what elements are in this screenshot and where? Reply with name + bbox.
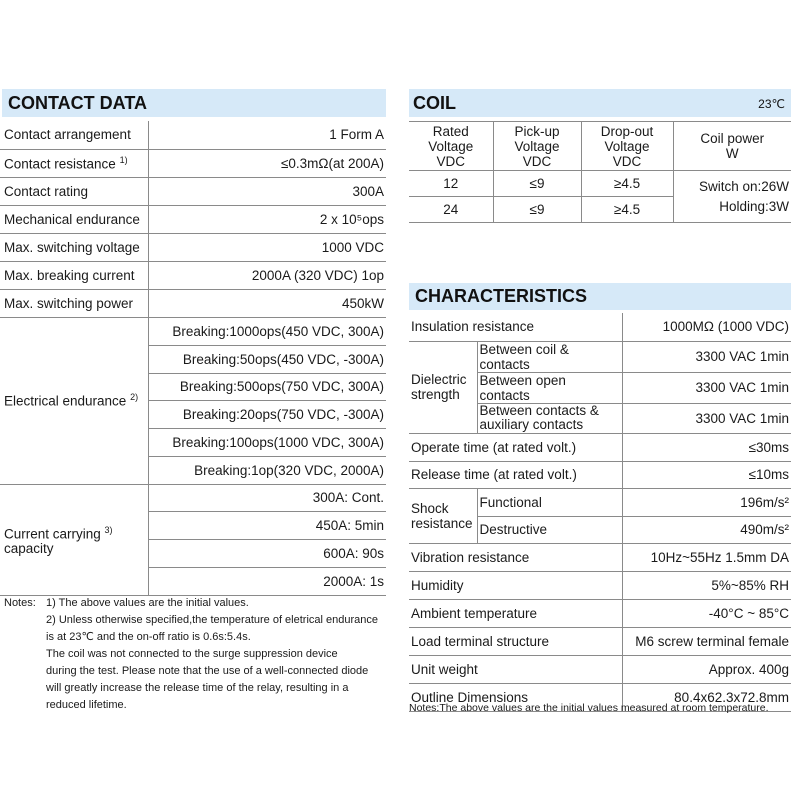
row-value: -40°C ~ 85°C [622,599,791,627]
row-label: Load terminal structure [409,627,622,655]
row-value: 1 Form A [148,121,386,149]
row-sublabel: Between contacts & auxiliary contacts [477,403,622,433]
table-row [409,122,791,171]
row-label: Humidity [409,571,622,599]
characteristics-table [409,313,791,712]
row-sublabel: Functional [477,488,622,516]
table-row [409,461,791,488]
row-label: Outline Dimensions [409,683,622,711]
contact-data-title: CONTACT DATA [8,93,147,113]
table-row [409,543,791,571]
row-value: Breaking:20ops(750 VDC, -300A) [148,400,386,428]
note-line: during the test. Please note that the use of a well-connected diode [46,665,369,677]
table-row [0,205,386,233]
coil-temperature: 23℃ [758,97,785,111]
table-row [409,433,791,461]
coil-cell: 24 [409,197,493,223]
row-label: Unit weight [409,655,622,683]
table-row [409,313,791,341]
electrical-endurance-label: Electrical endurance $^{2)}$ [0,317,148,484]
coil-cell: ≤9 [493,197,581,223]
coil-title: COIL [413,93,456,113]
row-value: Breaking:1op(320 VDC, 2000A) [148,456,386,484]
coil-power-cell: Switch on:26W Holding:3W [673,171,791,223]
row-value: 2000A (320 VDC) 1op [148,261,386,289]
characteristics-header [409,283,791,310]
table-row [409,488,791,516]
table-row [409,599,791,627]
row-value: 3300 VAC 1min [622,372,791,403]
table-row [0,317,386,345]
note-line: reduced lifetime. [46,699,127,711]
row-value: 80.4x62.3x72.8mm [622,683,791,711]
row-value: 490m/s² [622,516,791,543]
row-value: Breaking:50ops(450 VDC, -300A) [148,345,386,373]
row-value: 3300 VAC 1min [622,341,791,372]
coil-cell: ≥4.5 [581,197,673,223]
row-label: Contact arrangement [0,121,148,149]
table-row [0,261,386,289]
row-label: Insulation resistance [409,313,622,341]
row-label: Max. switching voltage [0,233,148,261]
contact-data-header [2,89,386,117]
row-sublabel: Between coil & contacts [477,341,622,372]
note-line: will greatly increase the release time of the relay, resulting in a [46,682,349,694]
contact-data-table [0,121,386,596]
note-line: is at 23℃ and the on-off ratio is 0.6s:5.4s. [46,631,251,643]
row-value: M6 screw terminal female [622,627,791,655]
notes-prefix: Notes: [4,597,36,609]
table-row [0,233,386,261]
row-label: Ambient temperature [409,599,622,627]
table-row [0,484,386,511]
table-row [409,571,791,599]
coil-cell: 12 [409,171,493,197]
table-row [409,171,791,197]
coil-header-cell: Drop-out Voltage VDC [581,122,673,171]
row-value: 450kW [148,289,386,317]
notes-body [46,595,391,714]
row-value: ≤0.3mΩ(at 200A) [148,149,386,177]
row-value: 10Hz~55Hz 1.5mm DA [622,543,791,571]
current-carrying-label: Current carrying $^{3)}$ capacity [0,484,148,595]
dielectric-label: Dielectric strength [409,341,477,433]
table-row [409,627,791,655]
note-line: 2) Unless otherwise specified,the temperature of eletrical endurance [46,614,379,626]
row-value: 300A [148,177,386,205]
row-label: Release time (at rated volt.) [409,461,622,488]
table-row [409,341,791,372]
row-value: Approx. 400g [622,655,791,683]
row-value: 1000 VDC [148,233,386,261]
row-value: 5%~85% RH [622,571,791,599]
row-label: Vibration resistance [409,543,622,571]
row-value: 300A: Cont. [148,484,386,511]
table-row [0,289,386,317]
row-value: 196m/s² [622,488,791,516]
row-value: Breaking:500ops(750 VDC, 300A) [148,373,386,400]
row-value: 1000MΩ (1000 VDC) [622,313,791,341]
row-value: 600A: 90s [148,539,386,567]
table-row [409,655,791,683]
note-line: The coil was not connected to the surge suppression device [46,648,338,660]
row-value: 3300 VAC 1min [622,403,791,433]
table-row [0,177,386,205]
coil-cell: ≤9 [493,171,581,197]
row-label: Max. switching power [0,289,148,317]
table-row [0,149,386,177]
row-value: Breaking:1000ops(450 VDC, 300A) [148,317,386,345]
coil-header-cell: Pick-up Voltage VDC [493,122,581,171]
row-label: Mechanical endurance [0,205,148,233]
row-value: 450A: 5min [148,511,386,539]
row-value: ≤30ms [622,433,791,461]
row-value: ≤10ms [622,461,791,488]
note-line: 1) The above values are the initial values. [46,597,249,609]
row-label: Operate time (at rated volt.) [409,433,622,461]
coil-header-cell: Coil power W [673,122,791,171]
row-value: 2000A: 1s [148,567,386,595]
row-label: Contact resistance $^{1)}$ [0,149,148,177]
table-row [0,121,386,149]
coil-cell: ≥4.5 [581,171,673,197]
coil-table [409,121,791,223]
row-sublabel: Destructive [477,516,622,543]
characteristics-note: Notes:The above values are the initial values measured at room temperature. [409,702,769,714]
row-value: Breaking:100ops(1000 VDC, 300A) [148,428,386,456]
row-sublabel: Between open contacts [477,372,622,403]
row-value: 2 x 10⁵ops [148,205,386,233]
shock-label: Shock resistance [409,488,477,543]
coil-header-cell: Rated Voltage VDC [409,122,493,171]
row-label: Contact rating [0,177,148,205]
row-label: Max. breaking current [0,261,148,289]
characteristics-title: CHARACTERISTICS [415,286,588,306]
coil-header [409,89,791,117]
